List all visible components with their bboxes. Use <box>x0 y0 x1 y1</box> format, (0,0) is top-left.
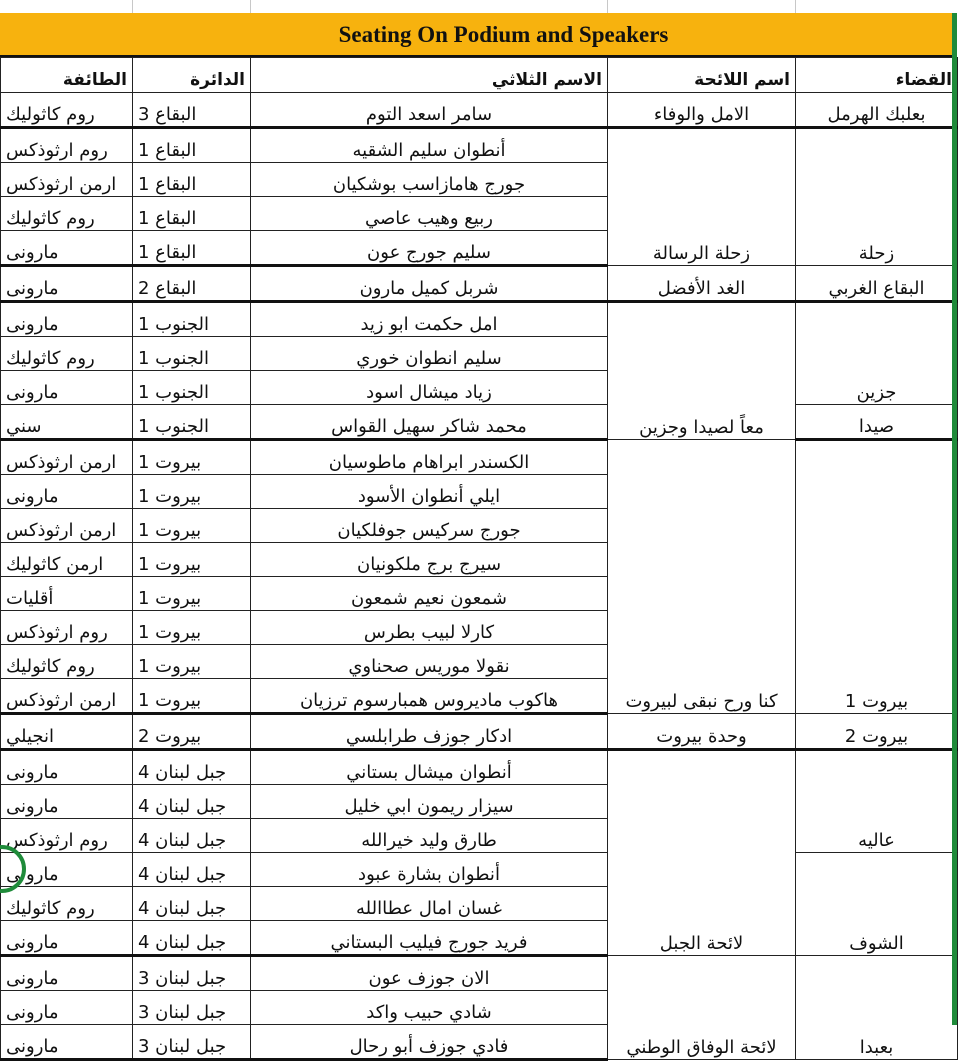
list-cell[interactable]: الغد الأفضل <box>608 266 796 302</box>
name-cell[interactable]: سامر اسعد التوم <box>251 93 608 128</box>
name-cell[interactable]: هاكوب ماديروس همبارسوم ترزيان <box>251 679 608 714</box>
district-cell[interactable]: البقاع 3 <box>133 93 251 128</box>
district-cell[interactable]: البقاع 2 <box>133 266 251 302</box>
table-row <box>1 302 958 337</box>
district-cell[interactable]: جبل لبنان 3 <box>133 1025 251 1060</box>
sect-cell[interactable]: ارمن ارثوذكس <box>1 679 133 714</box>
district-cell[interactable]: جبل لبنان 3 <box>133 991 251 1025</box>
name-cell[interactable]: فريد جورج فيليب البستاني <box>251 921 608 956</box>
name-cell[interactable]: نقولا موريس صحناوي <box>251 645 608 679</box>
qada-cell[interactable]: صيدا <box>796 405 958 440</box>
district-cell[interactable]: بيروت 1 <box>133 509 251 543</box>
name-cell[interactable]: كارلا لبيب بطرس <box>251 611 608 645</box>
sect-cell[interactable]: أقليات <box>1 577 133 611</box>
sect-cell[interactable]: انجيلي <box>1 714 133 750</box>
district-cell[interactable]: البقاع 1 <box>133 163 251 197</box>
list-cell[interactable]: معاً لصيدا وجزين <box>608 302 796 440</box>
seating-table <box>0 57 958 1061</box>
table-row <box>1 853 958 887</box>
district-cell[interactable]: بيروت 2 <box>133 714 251 750</box>
name-cell[interactable]: أنطوان سليم الشقيه <box>251 128 608 163</box>
sect-cell[interactable]: سني <box>1 405 133 440</box>
sect-cell[interactable]: ارمن ارثوذكس <box>1 163 133 197</box>
sect-cell[interactable]: مارونى <box>1 853 133 887</box>
sect-cell[interactable]: روم كاثوليك <box>1 337 133 371</box>
qada-cell[interactable]: بعلبك الهرمل <box>796 93 958 128</box>
header-name[interactable]: الاسم الثلاثي <box>251 58 608 93</box>
name-cell[interactable]: زياد ميشال اسود <box>251 371 608 405</box>
table-row <box>1 750 958 785</box>
sect-cell[interactable]: مارونى <box>1 956 133 991</box>
header-district[interactable]: الدائرة <box>133 58 251 93</box>
district-cell[interactable]: بيروت 1 <box>133 440 251 475</box>
qada-cell[interactable]: الشوف <box>796 853 958 956</box>
sect-cell[interactable]: روم كاثوليك <box>1 93 133 128</box>
strip-divider <box>795 0 796 13</box>
name-cell[interactable]: امل حكمت ابو زيد <box>251 302 608 337</box>
list-cell[interactable]: لائحة الوفاق الوطني <box>608 956 796 1060</box>
sect-cell[interactable]: روم ارثوذكس <box>1 611 133 645</box>
sect-cell[interactable]: روم كاثوليك <box>1 197 133 231</box>
table-row <box>1 128 958 163</box>
name-cell[interactable]: ربيع وهيب عاصي <box>251 197 608 231</box>
name-cell[interactable]: سيزار ريمون ابي خليل <box>251 785 608 819</box>
sect-cell[interactable]: مارونى <box>1 475 133 509</box>
name-cell[interactable]: غسان امال عطاالله <box>251 887 608 921</box>
table-row <box>1 405 958 440</box>
list-cell[interactable]: وحدة بيروت <box>608 714 796 750</box>
sect-cell[interactable]: روم كاثوليك <box>1 887 133 921</box>
list-cell[interactable]: لائحة الجبل <box>608 750 796 956</box>
sect-cell[interactable]: مارونى <box>1 1025 133 1060</box>
name-cell[interactable]: جورج سركيس جوفلكيان <box>251 509 608 543</box>
strip-divider <box>132 0 133 13</box>
strip-divider <box>250 0 251 13</box>
name-cell[interactable]: سيرج برج ملكونيان <box>251 543 608 577</box>
district-cell[interactable]: بيروت 1 <box>133 543 251 577</box>
column-strip <box>0 0 957 14</box>
name-cell[interactable]: شادي حبيب واكد <box>251 991 608 1025</box>
page-title: Seating On Podium and Speakers <box>338 22 669 47</box>
sect-cell[interactable]: مارونى <box>1 266 133 302</box>
title-bar[interactable] <box>0 13 957 57</box>
name-cell[interactable]: الان جوزف عون <box>251 956 608 991</box>
district-cell[interactable]: بيروت 1 <box>133 679 251 714</box>
name-cell[interactable]: الكسندر ابراهام ماطوسيان <box>251 440 608 475</box>
list-cell[interactable]: الامل والوفاء <box>608 93 796 128</box>
district-cell[interactable]: جبل لبنان 4 <box>133 887 251 921</box>
district-cell[interactable]: الجنوب 1 <box>133 302 251 337</box>
name-cell[interactable]: أنطوان ميشال بستاني <box>251 750 608 785</box>
sect-cell[interactable]: مارونى <box>1 921 133 956</box>
district-cell[interactable]: البقاع 1 <box>133 128 251 163</box>
district-cell[interactable]: جبل لبنان 4 <box>133 921 251 956</box>
district-cell[interactable]: الجنوب 1 <box>133 371 251 405</box>
qada-cell[interactable]: جزين <box>796 302 958 405</box>
qada-cell[interactable]: عاليه <box>796 750 958 853</box>
district-cell[interactable]: البقاع 1 <box>133 231 251 266</box>
qada-cell[interactable]: بعبدا <box>796 956 958 1060</box>
district-cell[interactable]: جبل لبنان 4 <box>133 853 251 887</box>
district-cell[interactable]: الجنوب 1 <box>133 337 251 371</box>
name-cell[interactable]: ايلي أنطوان الأسود <box>251 475 608 509</box>
header-qada[interactable]: القضاء <box>796 58 958 93</box>
header-list[interactable]: اسم اللائحة <box>608 58 796 93</box>
sheet-edge-marker <box>952 13 957 1025</box>
name-cell[interactable]: أنطوان بشارة عبود <box>251 853 608 887</box>
name-cell[interactable]: محمد شاكر سهيل القواس <box>251 405 608 440</box>
sect-cell[interactable]: ارمن ارثوذكس <box>1 509 133 543</box>
district-cell[interactable]: بيروت 1 <box>133 611 251 645</box>
district-cell[interactable]: جبل لبنان 3 <box>133 956 251 991</box>
table-row <box>1 440 958 475</box>
district-cell[interactable]: بيروت 1 <box>133 475 251 509</box>
list-cell[interactable]: كنا ورح نبقى لبيروت <box>608 440 796 714</box>
district-cell[interactable]: جبل لبنان 4 <box>133 819 251 853</box>
qada-cell[interactable]: زحلة <box>796 128 958 266</box>
qada-cell[interactable]: بيروت 2 <box>796 714 958 750</box>
name-cell[interactable]: شربل كميل مارون <box>251 266 608 302</box>
table-row <box>1 956 958 991</box>
sect-cell[interactable]: ارمن كاثوليك <box>1 543 133 577</box>
sect-cell[interactable]: ارمن ارثوذكس <box>1 440 133 475</box>
strip-divider <box>607 0 608 13</box>
sect-cell[interactable]: روم ارثوذكس <box>1 819 133 853</box>
district-cell[interactable]: جبل لبنان 4 <box>133 750 251 785</box>
qada-cell[interactable]: بيروت 1 <box>796 440 958 714</box>
header-row <box>1 58 958 93</box>
district-cell[interactable]: جبل لبنان 4 <box>133 785 251 819</box>
name-cell[interactable]: سليم انطوان خوري <box>251 337 608 371</box>
district-cell[interactable]: البقاع 1 <box>133 197 251 231</box>
sect-cell[interactable]: مارونى <box>1 785 133 819</box>
sect-cell[interactable]: روم كاثوليك <box>1 645 133 679</box>
table-row <box>1 93 958 128</box>
district-cell[interactable]: بيروت 1 <box>133 645 251 679</box>
table-row <box>1 714 958 750</box>
name-cell[interactable]: شمعون نعيم شمعون <box>251 577 608 611</box>
sect-cell[interactable]: مارونى <box>1 302 133 337</box>
name-cell[interactable]: ادكار جوزف طرابلسي <box>251 714 608 750</box>
list-cell[interactable]: زحلة الرسالة <box>608 128 796 266</box>
sect-cell[interactable]: روم ارثوذكس <box>1 128 133 163</box>
name-cell[interactable]: جورج هامازاسب بوشكيان <box>251 163 608 197</box>
sect-cell[interactable]: مارونى <box>1 231 133 266</box>
sect-cell[interactable]: مارونى <box>1 371 133 405</box>
district-cell[interactable]: بيروت 1 <box>133 577 251 611</box>
name-cell[interactable]: فادي جوزف أبو رحال <box>251 1025 608 1060</box>
name-cell[interactable]: سليم جورج عون <box>251 231 608 266</box>
header-sect[interactable]: الطائفة <box>1 58 133 93</box>
sect-cell[interactable]: مارونى <box>1 750 133 785</box>
name-cell[interactable]: طارق وليد خيرالله <box>251 819 608 853</box>
qada-cell[interactable]: البقاع الغربي <box>796 266 958 302</box>
table-row <box>1 266 958 302</box>
district-cell[interactable]: الجنوب 1 <box>133 405 251 440</box>
sect-cell[interactable]: مارونى <box>1 991 133 1025</box>
